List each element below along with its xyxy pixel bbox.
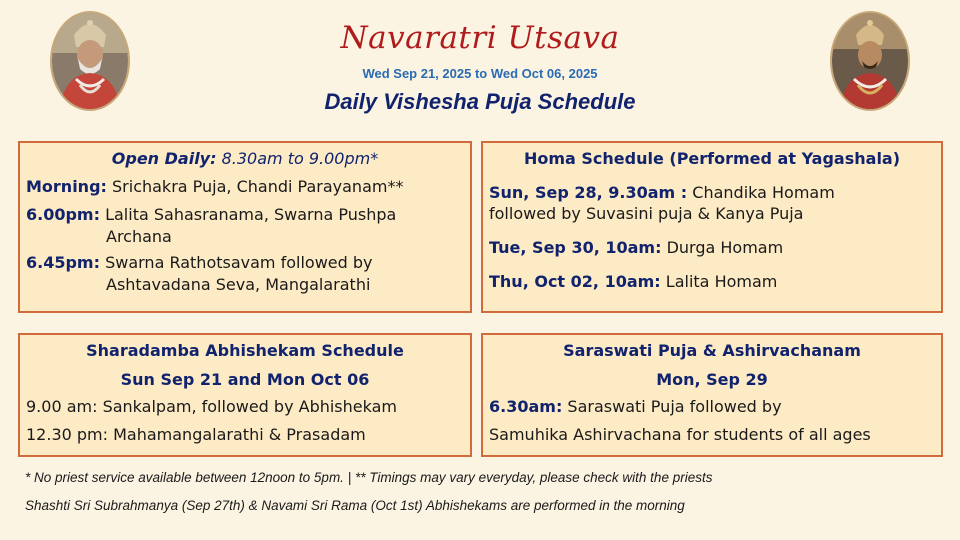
homa-schedule-box [481,141,943,313]
abhishekam-line-1: 9.00 am: Sankalpam, followed by Abhishekam [26,397,397,416]
evening-645-text-cont: Ashtavadana Seva, Mangalarathi [106,275,371,294]
evening-600-text: Lalita Sahasranama, Swarna Pushpa [100,205,397,224]
saraswati-date: Mon, Sep 29 [656,370,768,389]
abhishekam-heading: Sharadamba Abhishekam Schedule [86,341,404,360]
footnote-1: * No priest service available between 12noon to 5pm. | ** Timings may vary everyday, please check with the priests [25,470,713,485]
evening-600-label: 6.00pm: [26,205,100,224]
page-title: Navaratri Utsava [340,20,620,56]
homa-item-1-cont: followed by Suvasini puja & Kanya Puja [489,204,804,223]
daily-schedule-box [18,141,472,313]
homa-item-1-text: Chandika Homam [687,183,835,202]
abhishekam-schedule-box [18,333,472,457]
abhishekam-line-2: 12.30 pm: Mahamangalarathi & Prasadam [26,425,366,444]
homa-item-1 [489,182,835,204]
homa-item-3-text: Lalita Homam [660,272,778,291]
morning-text: Srichakra Puja, Chandi Parayanam** [106,177,404,196]
open-daily-label: Open Daily: [111,149,217,168]
evening-645-line [26,252,373,274]
homa-item-3-label: Thu, Oct 02, 10am: [489,272,661,291]
evening-645-text: Swarna Rathotsavam followed by [100,253,373,272]
homa-item-2-text: Durga Homam [661,238,784,257]
saraswati-line-1 [489,396,782,418]
saraswati-heading: Saraswati Puja & Ashirvachanam [563,341,861,360]
homa-item-2-label: Tue, Sep 30, 10am: [489,238,662,257]
evening-600-line [26,204,396,226]
homa-item-1-label: Sun, Sep 28, 9.30am : [489,183,688,202]
schedule-subtitle: Daily Vishesha Puja Schedule [324,89,636,114]
morning-line [26,176,403,198]
morning-label: Morning: [26,177,107,196]
homa-item-2 [489,237,783,259]
evening-600-text-cont: Archana [106,227,172,246]
open-daily-hours: 8.30am to 9.00pm* [216,149,379,168]
saraswati-line-2: Samuhika Ashirvachana for students of all ages [489,425,871,444]
homa-item-3 [489,271,777,293]
festival-dates: Wed Sep 21, 2025 to Wed Oct 06, 2025 [362,66,598,81]
evening-645-label: 6.45pm: [26,253,100,272]
saraswati-time-label: 6.30am: [489,397,563,416]
footnote-2: Shashti Sri Subrahmanya (Sep 27th) & Navami Sri Rama (Oct 1st) Abhishekams are performed in the morning [25,498,685,513]
open-daily-line [20,149,470,168]
saraswati-puja-box [481,333,943,457]
homa-heading: Homa Schedule (Performed at Yagashala) [523,149,901,168]
saraswati-text-1: Saraswati Puja followed by [562,397,782,416]
abhishekam-dates: Sun Sep 21 and Mon Oct 06 [120,370,370,389]
